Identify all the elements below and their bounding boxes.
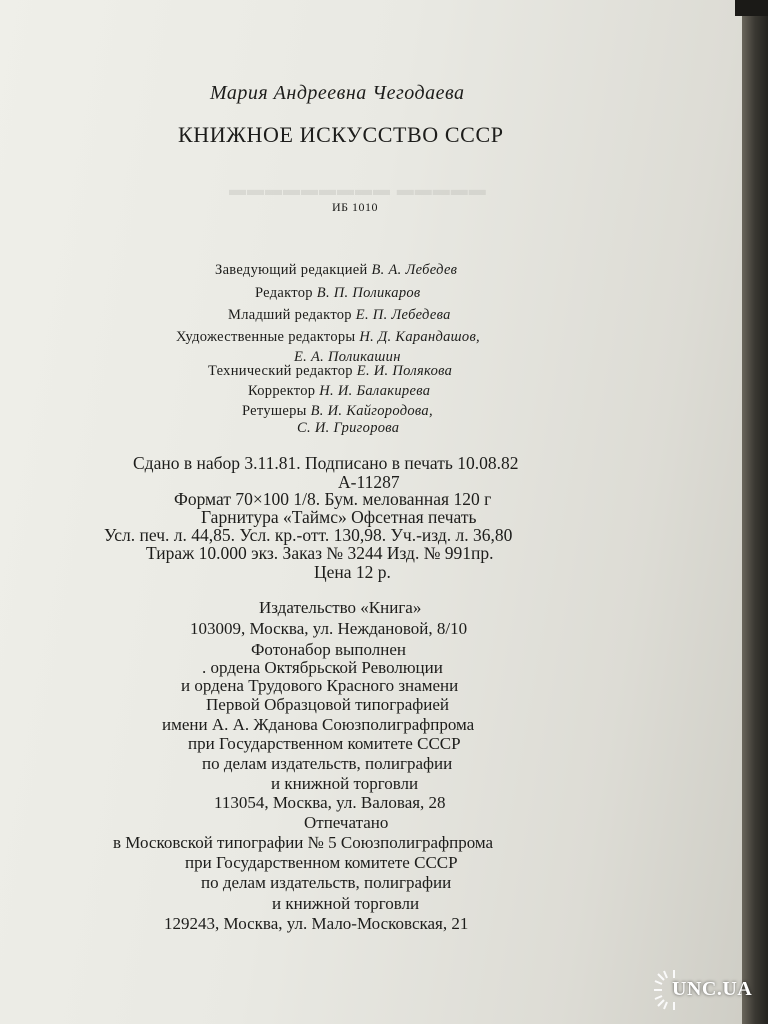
typesetting-line-1: Фотонабор выполнен <box>251 640 407 659</box>
typesetting-line-6: при Государственном комитете СССР <box>188 734 461 753</box>
tech-editor-line <box>208 363 452 380</box>
art-editors-line <box>176 329 480 346</box>
art-editor-name-1: Н. Д. Карандашов, <box>359 329 480 345</box>
author-name: Мария Андреевна Чегодаева <box>210 82 465 104</box>
watermark <box>652 968 764 1012</box>
printing-line-2: в Московской типографии № 5 Союзполиграфпрома <box>113 833 494 852</box>
print-info-line-6: Тираж 10.000 экз. Заказ № 3244 Изд. № 991пр. <box>146 543 494 563</box>
printing-line-1: Отпечатано <box>304 813 389 832</box>
typesetting-address: 113054, Москва, ул. Валовая, 28 <box>214 793 446 812</box>
retoucher-name-2: С. И. Григорова <box>297 420 400 436</box>
proofreader-name: Н. И. Балакирева <box>319 383 431 399</box>
print-info-line-4: Гарнитура «Таймс» Офсетная печать <box>201 507 477 527</box>
ib-number: ИБ 1010 <box>332 200 379 214</box>
head-editor-name: В. А. Лебедев <box>371 262 458 278</box>
editor-role: Редактор <box>255 285 313 301</box>
tech-editor-name: Е. И. Полякова <box>356 363 453 379</box>
print-info-line-2: А-11287 <box>338 472 400 492</box>
head-editor-line <box>215 262 457 279</box>
typesetting-line-3: и ордена Трудового Красного знамени <box>181 676 459 695</box>
retouchers-line-2 <box>297 420 399 437</box>
tech-editor-role: Технический редактор <box>208 363 353 379</box>
junior-editor-line <box>228 307 451 324</box>
print-info-line-5: Усл. печ. л. 44,85. Усл. кр.-отт. 130,98. Уч.-изд. л. 36,80 <box>104 525 513 545</box>
printing-line-3: при Государственном комитете СССР <box>185 853 458 872</box>
print-info-line-1: Сдано в набор 3.11.81. Подписано в печать 10.08.82 <box>133 453 519 473</box>
retoucher-name-1: В. И. Кайгородова, <box>310 403 433 419</box>
art-editors-role: Художественные редакторы <box>176 329 356 345</box>
price-line: Цена 12 р. <box>314 562 391 582</box>
editor-name: В. П. Поликаров <box>316 285 421 301</box>
printing-line-4: по делам издательств, полиграфии <box>201 873 452 892</box>
typesetting-line-5: имени А. А. Жданова Союзполиграфпрома <box>162 715 475 734</box>
editor-line <box>255 285 421 302</box>
typesetting-line-4: Первой Образцовой типографией <box>206 695 450 714</box>
art-editor-name-2: Е. А. Поликашин <box>294 349 401 365</box>
proofreader-role: Корректор <box>248 383 316 399</box>
book-corner-shadow <box>735 0 768 16</box>
printing-line-5: и книжной торговли <box>272 894 420 913</box>
typesetting-line-8: и книжной торговли <box>271 774 419 793</box>
print-info-line-3: Формат 70×100 1/8. Бум. мелованная 120 г <box>174 489 492 509</box>
head-editor-role: Заведующий редакцией <box>215 262 368 278</box>
book-edge <box>742 0 768 1024</box>
book-title: КНИЖНОЕ ИСКУССТВО СССР <box>178 122 504 147</box>
typesetting-line-2: . ордена Октябрьской Революции <box>202 658 443 677</box>
publisher-name: Издательство «Книга» <box>259 598 422 617</box>
printing-address: 129243, Москва, ул. Мало-Московская, 21 <box>164 914 469 933</box>
typesetting-line-7: по делам издательств, полиграфии <box>202 754 453 773</box>
junior-editor-name: Е. П. Лебедева <box>355 307 451 323</box>
bleed-through-text: ▬▬▬▬▬ ▬▬▬▬▬▬▬▬▬ <box>228 180 486 199</box>
retouchers-role: Ретушеры <box>242 403 307 419</box>
retouchers-line <box>242 403 433 420</box>
junior-editor-role: Младший редактор <box>228 307 352 323</box>
proofreader-line <box>248 383 430 400</box>
watermark-text: UNC.UA <box>672 978 753 1000</box>
publisher-address: 103009, Москва, ул. Неждановой, 8/10 <box>190 619 468 638</box>
